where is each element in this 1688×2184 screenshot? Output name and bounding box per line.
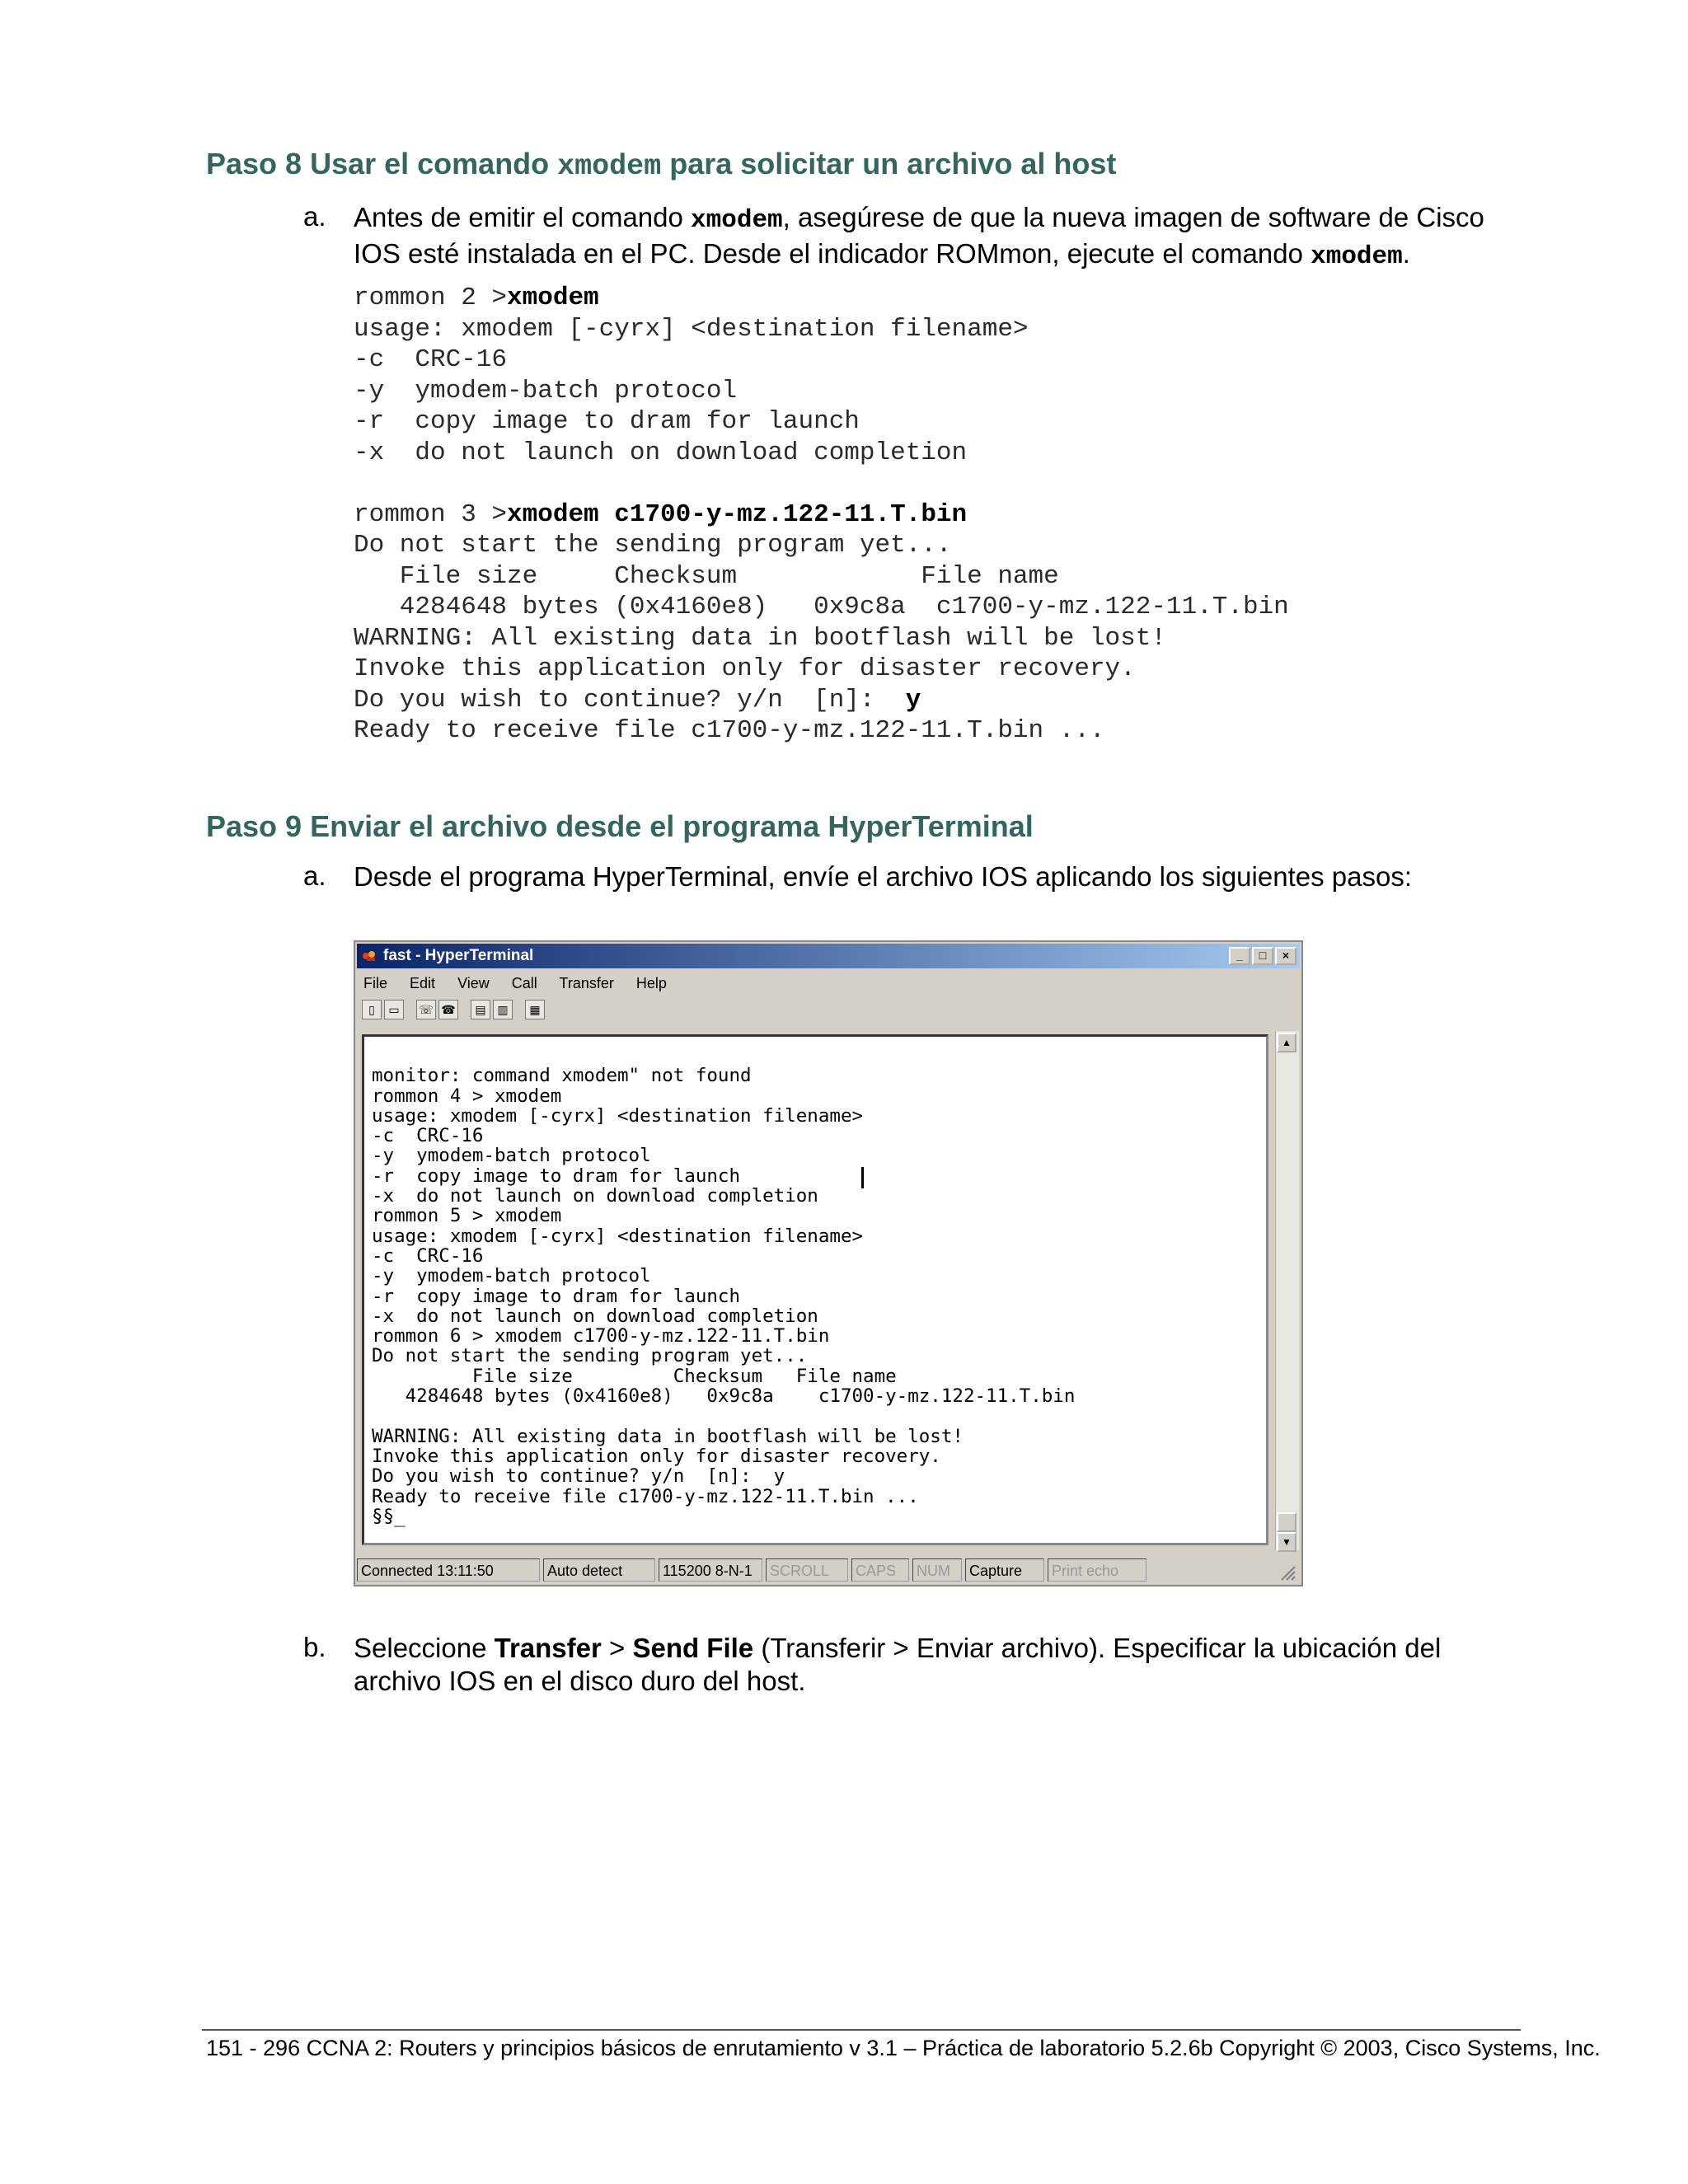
disconnect-icon[interactable]: ☎	[438, 1000, 458, 1019]
menu-file[interactable]: File	[363, 975, 388, 991]
status-print-echo: Print echo	[1048, 1558, 1146, 1582]
code-line: -x do not launch on download completion	[354, 438, 968, 467]
step9-item-b-text: Seleccione Transfer > Send File (Transferir > Enviar archivo). Especificar la ubicación del archivo IOS en el disco duro del host.	[354, 1633, 1442, 1696]
step8-heading: Paso 8 Usar el comando xmodem para solicitar un archivo al host	[206, 147, 1117, 183]
minimize-button[interactable]: _	[1229, 947, 1250, 965]
send-icon[interactable]: ▤	[471, 1000, 490, 1019]
step8-item-a-text: Antes de emitir el comando xmodem, asegúrese de que la nueva imagen de software de Cisco IOS esté instalada en el PC. Desde el indicador ROMmon, ejecute el comando xmodem.	[354, 202, 1484, 271]
menu-call[interactable]: Call	[511, 975, 537, 991]
terminal-output: monitor: command xmodem" not found rommon 4 > xmodem usage: xmodem [-cyrx] <destination filename> -c CRC-16 -y ymodem-batch protocol -r copy image to dram for launch -x do not launch on download completion rommon 5 > xmodem usage: xmodem [-cyrx] <destination filename> -c CRC-16 -y ymodem-batch protocol -r copy image to dram for launch -x do not launch on download completion rommon 6 > xmodem c1700-y-mz.122-11.T.bin Do not start the sending program yet... File size Checksum File name 4284648 bytes (0x4160e8) 0x9c8a c1700-y-mz.122-11.T.bin WARNING: All existing data in bootflash will be lost! Invoke this application only for disaster recovery. Do you wish to continue? y/n [n]: y Ready to receive file c1700-y-mz.122-11.T.bin ... §§_	[372, 1065, 1076, 1527]
code-line: rommon 3 >xmodem c1700-y-mz.122-11.T.bin	[354, 499, 968, 529]
code-line: -c CRC-16	[354, 345, 508, 374]
status-emulation: Auto detect	[543, 1558, 655, 1582]
status-num: NUM	[912, 1558, 962, 1582]
code-line: Do not start the sending program yet...	[354, 531, 952, 560]
new-icon[interactable]: ▯	[362, 1000, 382, 1019]
menu-view[interactable]: View	[457, 975, 490, 991]
menu-help[interactable]: Help	[635, 975, 667, 991]
close-button[interactable]: ×	[1275, 947, 1296, 965]
maximize-button[interactable]: □	[1252, 947, 1273, 965]
window-titlebar	[357, 944, 1300, 968]
code-line: usage: xmodem [-cyrx] <destination filename>	[354, 314, 1029, 344]
scroll-thumb[interactable]	[1277, 1512, 1296, 1532]
step9-heading: Paso 9 Enviar el archivo desde el programa HyperTerminal	[206, 809, 1034, 843]
code-line: WARNING: All existing data in bootflash will be lost!	[354, 623, 1166, 653]
code-line: -r copy image to dram for launch	[354, 407, 860, 436]
page-footer: 151 - 296 CCNA 2: Routers y principios básicos de enrutamiento v 3.1 – Práctica de laboratorio 5.2.6b Copyright © 2003, Cisco Systems, Inc.	[206, 2036, 1601, 2060]
receive-icon[interactable]: ▥	[493, 1000, 513, 1019]
code-line: Invoke this application only for disaster recovery.	[354, 654, 1136, 683]
menu-transfer[interactable]: Transfer	[559, 975, 614, 991]
status-connected: Connected 13:11:50	[357, 1558, 540, 1582]
status-capture: Capture	[965, 1558, 1044, 1582]
step9-item-a-letter: a.	[303, 860, 326, 891]
footer-rule	[202, 2029, 1521, 2031]
step9-item-b-letter: b.	[303, 1632, 326, 1662]
step9-item-a-text: Desde el programa HyperTerminal, envíe el archivo IOS aplicando los siguientes pasos:	[354, 861, 1412, 892]
open-icon[interactable]: ▭	[384, 1000, 404, 1019]
hyperterminal-icon	[362, 949, 377, 963]
text-cursor	[861, 1167, 864, 1188]
connect-icon[interactable]: ☏	[416, 1000, 436, 1019]
code-line: Do you wish to continue? y/n [n]: y	[354, 685, 921, 715]
vertical-scrollbar[interactable]	[1275, 1031, 1299, 1550]
status-caps: CAPS	[851, 1558, 909, 1582]
menu-edit[interactable]: Edit	[410, 975, 436, 991]
code-line: -y ymodem-batch protocol	[354, 376, 738, 405]
code-line: rommon 2 >xmodem	[354, 284, 599, 312]
window-title: fast - HyperTerminal	[383, 947, 534, 964]
hyperterminal-window	[354, 940, 1303, 1586]
resize-grip-icon[interactable]	[1278, 1563, 1296, 1582]
toolbar	[362, 1000, 547, 1024]
menu-bar	[363, 972, 685, 995]
status-bar	[357, 1557, 1300, 1583]
scroll-down-icon[interactable]: ▼	[1277, 1532, 1296, 1552]
status-scroll: SCROLL	[766, 1558, 848, 1582]
code-line: Ready to receive file c1700-y-mz.122-11.T.bin ...	[354, 716, 1105, 745]
properties-icon[interactable]: ▦	[525, 1000, 545, 1019]
code-line: File size Checksum File name	[354, 561, 1059, 591]
status-baud: 115200 8-N-1	[659, 1558, 762, 1582]
step8-item-a-letter: a.	[303, 201, 326, 232]
scroll-up-icon[interactable]: ▲	[1277, 1033, 1296, 1052]
code-line: 4284648 bytes (0x4160e8) 0x9c8a c1700-y-mz.122-11.T.bin	[354, 593, 1289, 621]
rommon-code-block	[354, 283, 1289, 747]
